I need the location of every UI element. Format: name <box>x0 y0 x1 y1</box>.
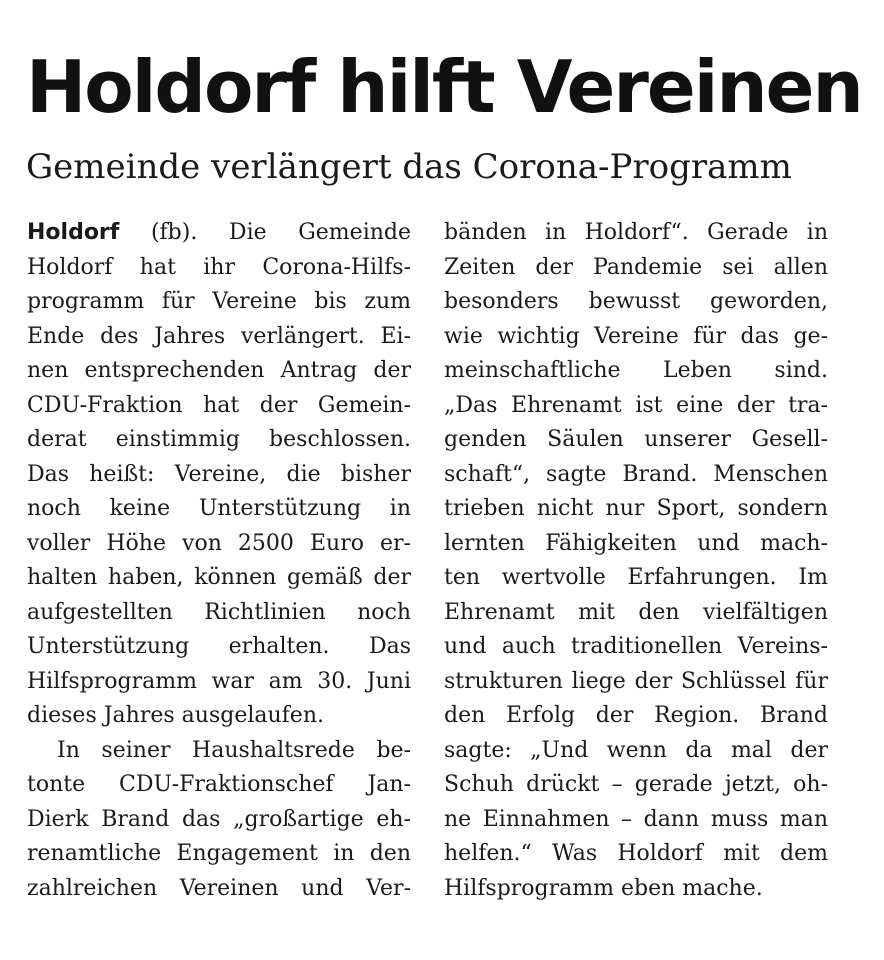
text-line: trieben nicht nur Sport, sondern <box>444 496 828 521</box>
text-line: „Das Ehrenamt ist eine der tra- <box>444 392 828 418</box>
subheadline: Gemeinde verlängert das Corona-Programm <box>26 147 792 187</box>
text-line: besonders bewusst geworden, <box>444 289 828 314</box>
text-line: programm für Vereine bis zum <box>27 289 411 314</box>
text-line: Ende des Jahres verlängert. Ei- <box>27 323 411 349</box>
text-line: CDU-Fraktion hat der Gemein- <box>27 392 411 418</box>
article-column-left <box>27 216 411 906</box>
text-line: Hilfsprogramm war am 30. Juni <box>27 668 411 694</box>
text-line-fragment: (fb). Die Gemeinde <box>119 220 411 245</box>
text-line: wie wichtig Vereine für das ge- <box>444 323 828 349</box>
text-line: Ehrenamt mit den vielfältigen <box>444 599 828 625</box>
text-line: zahlreichen Vereinen und Ver- <box>27 875 411 901</box>
text-line: ne Einnahmen – dann muss man <box>444 806 828 832</box>
text-line: Holdorf hat ihr Corona-Hilfs- <box>27 254 411 280</box>
text-line: ten wertvolle Erfahrungen. Im <box>444 565 828 590</box>
text-line: lernten Fähigkeiten und mach- <box>444 530 828 556</box>
text-line: In seiner Haushaltsrede be- <box>57 737 411 763</box>
text-line: genden Säulen unserer Gesell- <box>444 427 828 452</box>
text-line: voller Höhe von 2500 Euro er- <box>27 530 411 556</box>
text-line: schaft“, sagte Brand. Menschen <box>444 461 828 487</box>
text-line: strukturen liege der Schlüssel für <box>444 668 828 694</box>
text-line: und auch traditionellen Vereins- <box>444 634 828 659</box>
text-line: Das heißt: Vereine, die bisher <box>27 461 411 487</box>
text-line: Zeiten der Pandemie sei allen <box>444 254 828 280</box>
text-line <box>27 216 411 251</box>
text-line: nen entsprechenden Antrag der <box>27 358 411 383</box>
text-line: bänden in Holdorf“. Gerade in <box>444 220 828 245</box>
text-line: Dierk Brand das „großartige eh- <box>27 806 411 832</box>
text-line: Hilfsprogramm eben mache. <box>444 875 763 901</box>
article-column-right <box>444 216 828 906</box>
text-line: derat einstimmig beschlossen. <box>27 427 411 452</box>
headline: Holdorf hilft Vereinen <box>26 45 862 129</box>
text-line: Unterstützung erhalten. Das <box>27 634 411 659</box>
text-line: noch keine Unterstützung in <box>27 496 411 521</box>
dateline: Holdorf <box>27 220 120 245</box>
text-line: helfen.“ Was Holdorf mit dem <box>444 841 828 866</box>
text-line: aufgestellten Richtlinien noch <box>27 599 411 625</box>
text-line: Schuh drückt – gerade jetzt, oh- <box>444 772 828 797</box>
text-line: den Erfolg der Region. Brand <box>444 703 828 728</box>
text-line: dieses Jahres ausgelaufen. <box>27 703 324 728</box>
text-line: tonte CDU-Fraktionschef Jan- <box>27 772 411 797</box>
text-line: renamtliche Engagement in den <box>27 841 411 866</box>
text-line: halten haben, können gemäß der <box>27 565 411 590</box>
text-line: meinschaftliche Leben sind. <box>444 358 828 383</box>
text-line: sagte: „Und wenn da mal der <box>444 737 828 763</box>
